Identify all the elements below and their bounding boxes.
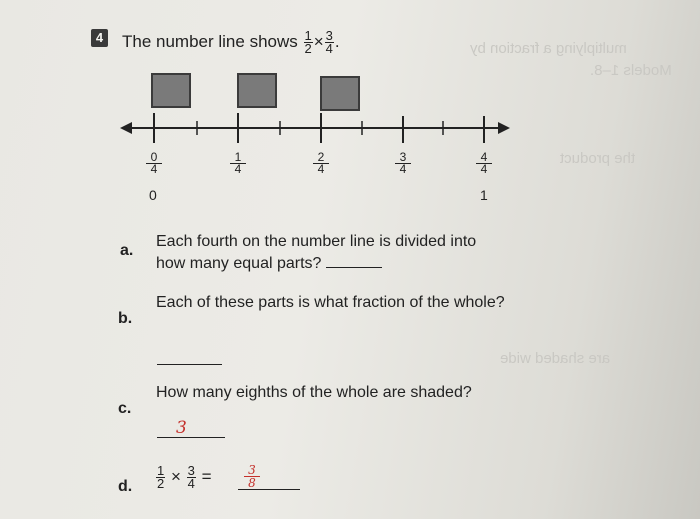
- question-a-letter: a.: [120, 242, 134, 259]
- answer-blank-c[interactable]: [157, 437, 225, 438]
- equation-fraction-1: $\frac{1}{2}$: [157, 463, 165, 491]
- handwritten-answer-d: 3 8: [244, 464, 260, 489]
- bleed-through-text: Models 1–8.: [590, 62, 672, 79]
- tick-label-3: 3 4: [395, 152, 411, 175]
- question-c-text: How many eighths of the whole are shaded?: [156, 384, 472, 401]
- whole-label-0: 0: [149, 187, 157, 203]
- tick-label-0: 0 4: [146, 152, 162, 175]
- handwritten-answer-c: 3: [176, 418, 187, 438]
- tick-label-1: 1 4: [230, 152, 246, 175]
- question-a-text: Each fourth on the number line is divided into how many equal parts?: [156, 233, 477, 272]
- answer-blank-a[interactable]: [326, 255, 382, 268]
- title-fraction-1: $\frac{1}{2}$: [304, 28, 312, 56]
- answer-blank-b[interactable]: [157, 364, 222, 365]
- whole-label-1: 1: [480, 187, 488, 203]
- title-fraction-2: $\frac{3}{4}$: [325, 28, 333, 56]
- question-d-letter: d.: [118, 478, 133, 495]
- question-d-equation: [155, 465, 212, 490]
- times-sign: ×: [313, 31, 324, 51]
- equation-fraction-2: $\frac{3}{4}$: [187, 463, 195, 491]
- problem-title: The number line shows $\frac{1}{2}$ × $\frac{3}{4}$ .: [122, 28, 340, 56]
- problem-number-badge: 4: [91, 29, 108, 47]
- question-b-text: Each of these parts is what fraction of the whole?: [156, 294, 505, 311]
- times-sign: ×: [170, 466, 181, 486]
- bleed-through-text: are shaded wide: [500, 350, 611, 367]
- question-c-letter: c.: [118, 400, 132, 417]
- tick-label-2: 2 4: [313, 152, 329, 175]
- tick-label-4: 4 4: [476, 152, 492, 175]
- answer-blank-d[interactable]: [238, 489, 300, 490]
- bleed-through-text: the product: [560, 150, 636, 167]
- bleed-through-text: multiplying a fraction by: [470, 40, 627, 57]
- title-text: The number line shows: [122, 31, 298, 51]
- equals-sign: =: [201, 466, 212, 486]
- question-b-letter: b.: [118, 310, 133, 327]
